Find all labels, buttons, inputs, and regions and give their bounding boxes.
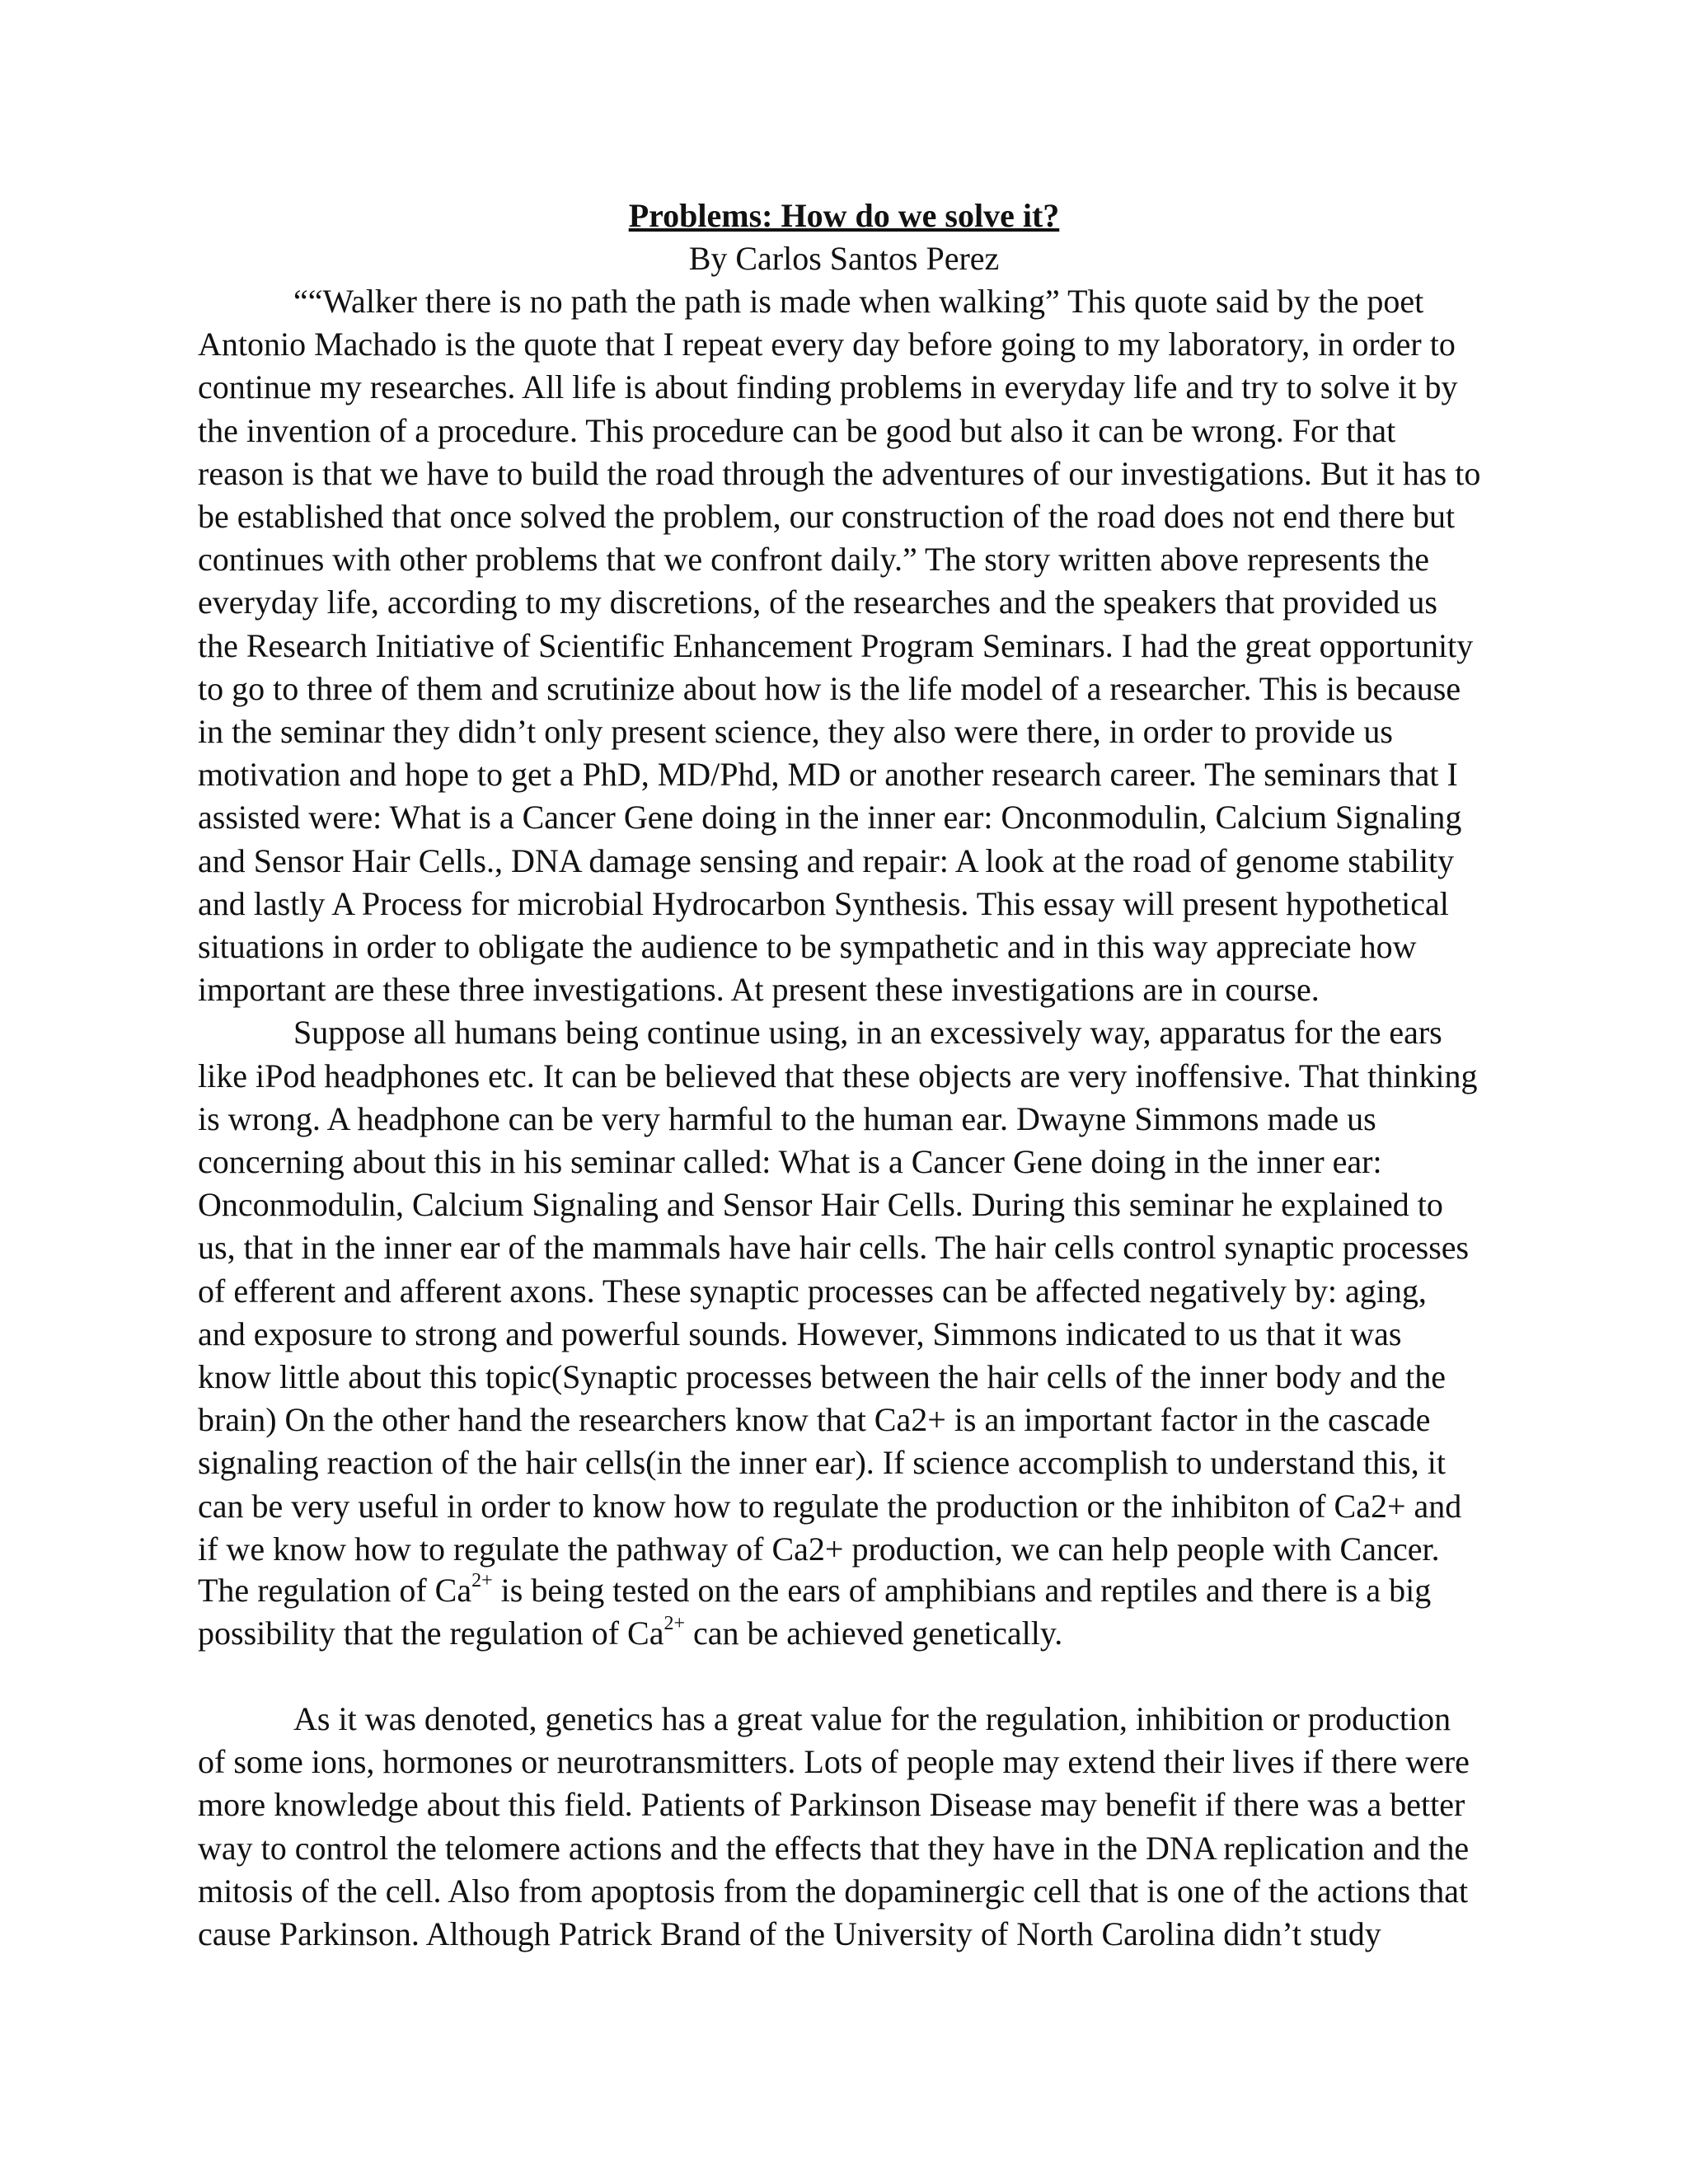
text-line: and Sensor Hair Cells., DNA damage sensing and repair: A look at the road of genome stability — [198, 842, 1455, 879]
text-line: the Research Initiative of Scientific Enhancement Program Seminars. I had the great opportunity — [198, 627, 1474, 664]
text-line: if we know how to regulate the pathway of Ca2+ production, we can help people with Cancer. — [198, 1530, 1440, 1568]
text-line: Onconmodulin, Calcium Signaling and Sensor Hair Cells. During this seminar he explained to — [198, 1186, 1443, 1223]
text-line: everyday life, according to my discretions, of the researches and the speakers that provided us — [198, 583, 1437, 621]
text-segment: possibility that the regulation of Ca — [198, 1615, 664, 1652]
text-line: know little about this topic(Synaptic processes between the hair cells of the inner body and the — [198, 1358, 1447, 1395]
text-segment: is being tested on the ears of amphibians and reptiles and there is a big — [492, 1572, 1432, 1609]
text-segment: The regulation of Ca — [198, 1572, 472, 1609]
author-byline: By Carlos Santos Perez — [688, 240, 1000, 277]
text-line — [198, 1569, 1431, 1612]
text-line: is wrong. A headphone can be very harmful to the human ear. Dwayne Simmons made us — [198, 1100, 1376, 1137]
text-line: more knowledge about this field. Patients of Parkinson Disease may benefit if there was a better — [198, 1786, 1465, 1823]
text-line: to go to three of them and scrutinize about how is the life model of a researcher. This is because — [198, 670, 1461, 707]
text-line: continues with other problems that we confront daily.” The story written above represents the — [198, 541, 1430, 578]
text-line: us, that in the inner ear of the mammals have hair cells. The hair cells control synaptic processes — [198, 1229, 1470, 1266]
text-line: like iPod headphones etc. It can be believed that these objects are very inoffensive. That thinking — [198, 1057, 1478, 1094]
text-segment: can be achieved genetically. — [685, 1615, 1063, 1652]
text-line: situations in order to obligate the audience to be sympathetic and in this way appreciate how — [198, 928, 1417, 965]
text-line: and lastly A Process for microbial Hydrocarbon Synthesis. This essay will present hypothetical — [198, 885, 1449, 922]
text-line: signaling reaction of the hair cells(in the inner ear). If science accomplish to understand this, it — [198, 1444, 1446, 1481]
text-line: way to control the telomere actions and the effects that they have in the DNA replication and the — [198, 1830, 1470, 1867]
text-line: the invention of a procedure. This procedure can be good but also it can be wrong. For that — [198, 412, 1396, 449]
text-line: reason is that we have to build the road through the adventures of our investigations. But it has to — [198, 455, 1481, 492]
superscript: 2+ — [663, 1613, 686, 1634]
text-line: be established that once solved the problem, our construction of the road does not end there but — [198, 498, 1456, 535]
text-line — [198, 1612, 1062, 1655]
text-line: in the seminar they didn’t only present science, they also were there, in order to provide us — [198, 713, 1393, 750]
text-line: Suppose all humans being continue using, in an excessively way, apparatus for the ears — [293, 1014, 1442, 1051]
text-line: of efferent and afferent axons. These synaptic processes can be affected negatively by: aging, — [198, 1272, 1427, 1310]
text-line: can be very useful in order to know how to regulate the production or the inhibiton of Ca2+ and — [198, 1488, 1462, 1525]
text-line: motivation and hope to get a PhD, MD/Phd, MD or another research career. The seminars that I — [198, 756, 1458, 793]
text-line: important are these three investigations. At present these investigations are in course. — [198, 971, 1320, 1008]
text-line: concerning about this in his seminar called: What is a Cancer Gene doing in the inner ear: — [198, 1143, 1382, 1180]
text-line: Antonio Machado is the quote that I repeat every day before going to my laboratory, in order to — [198, 326, 1456, 363]
text-line: mitosis of the cell. Also from apoptosis from the dopaminergic cell that is one of the actions that — [198, 1872, 1469, 1910]
text-line: brain) On the other hand the researchers know that Ca2+ is an important factor in the cascade — [198, 1401, 1431, 1438]
text-line: of some ions, hormones or neurotransmitters. Lots of people may extend their lives if there were — [198, 1743, 1470, 1780]
text-line: continue my researches. All life is about finding problems in everyday life and try to solve it by — [198, 368, 1458, 405]
text-line: ““Walker there is no path the path is made when walking” This quote said by the poet — [293, 283, 1424, 320]
text-line: As it was denoted, genetics has a great value for the regulation, inhibition or production — [293, 1700, 1451, 1737]
text-line: cause Parkinson. Although Patrick Brand of the University of North Carolina didn’t study — [198, 1915, 1381, 1952]
text-line: and exposure to strong and powerful sounds. However, Simmons indicated to us that it was — [198, 1315, 1402, 1352]
text-line: assisted were: What is a Cancer Gene doing in the inner ear: Onconmodulin, Calcium Signaling — [198, 799, 1462, 836]
document-title: Problems: How do we solve it? — [628, 197, 1060, 234]
superscript: 2+ — [471, 1570, 493, 1591]
